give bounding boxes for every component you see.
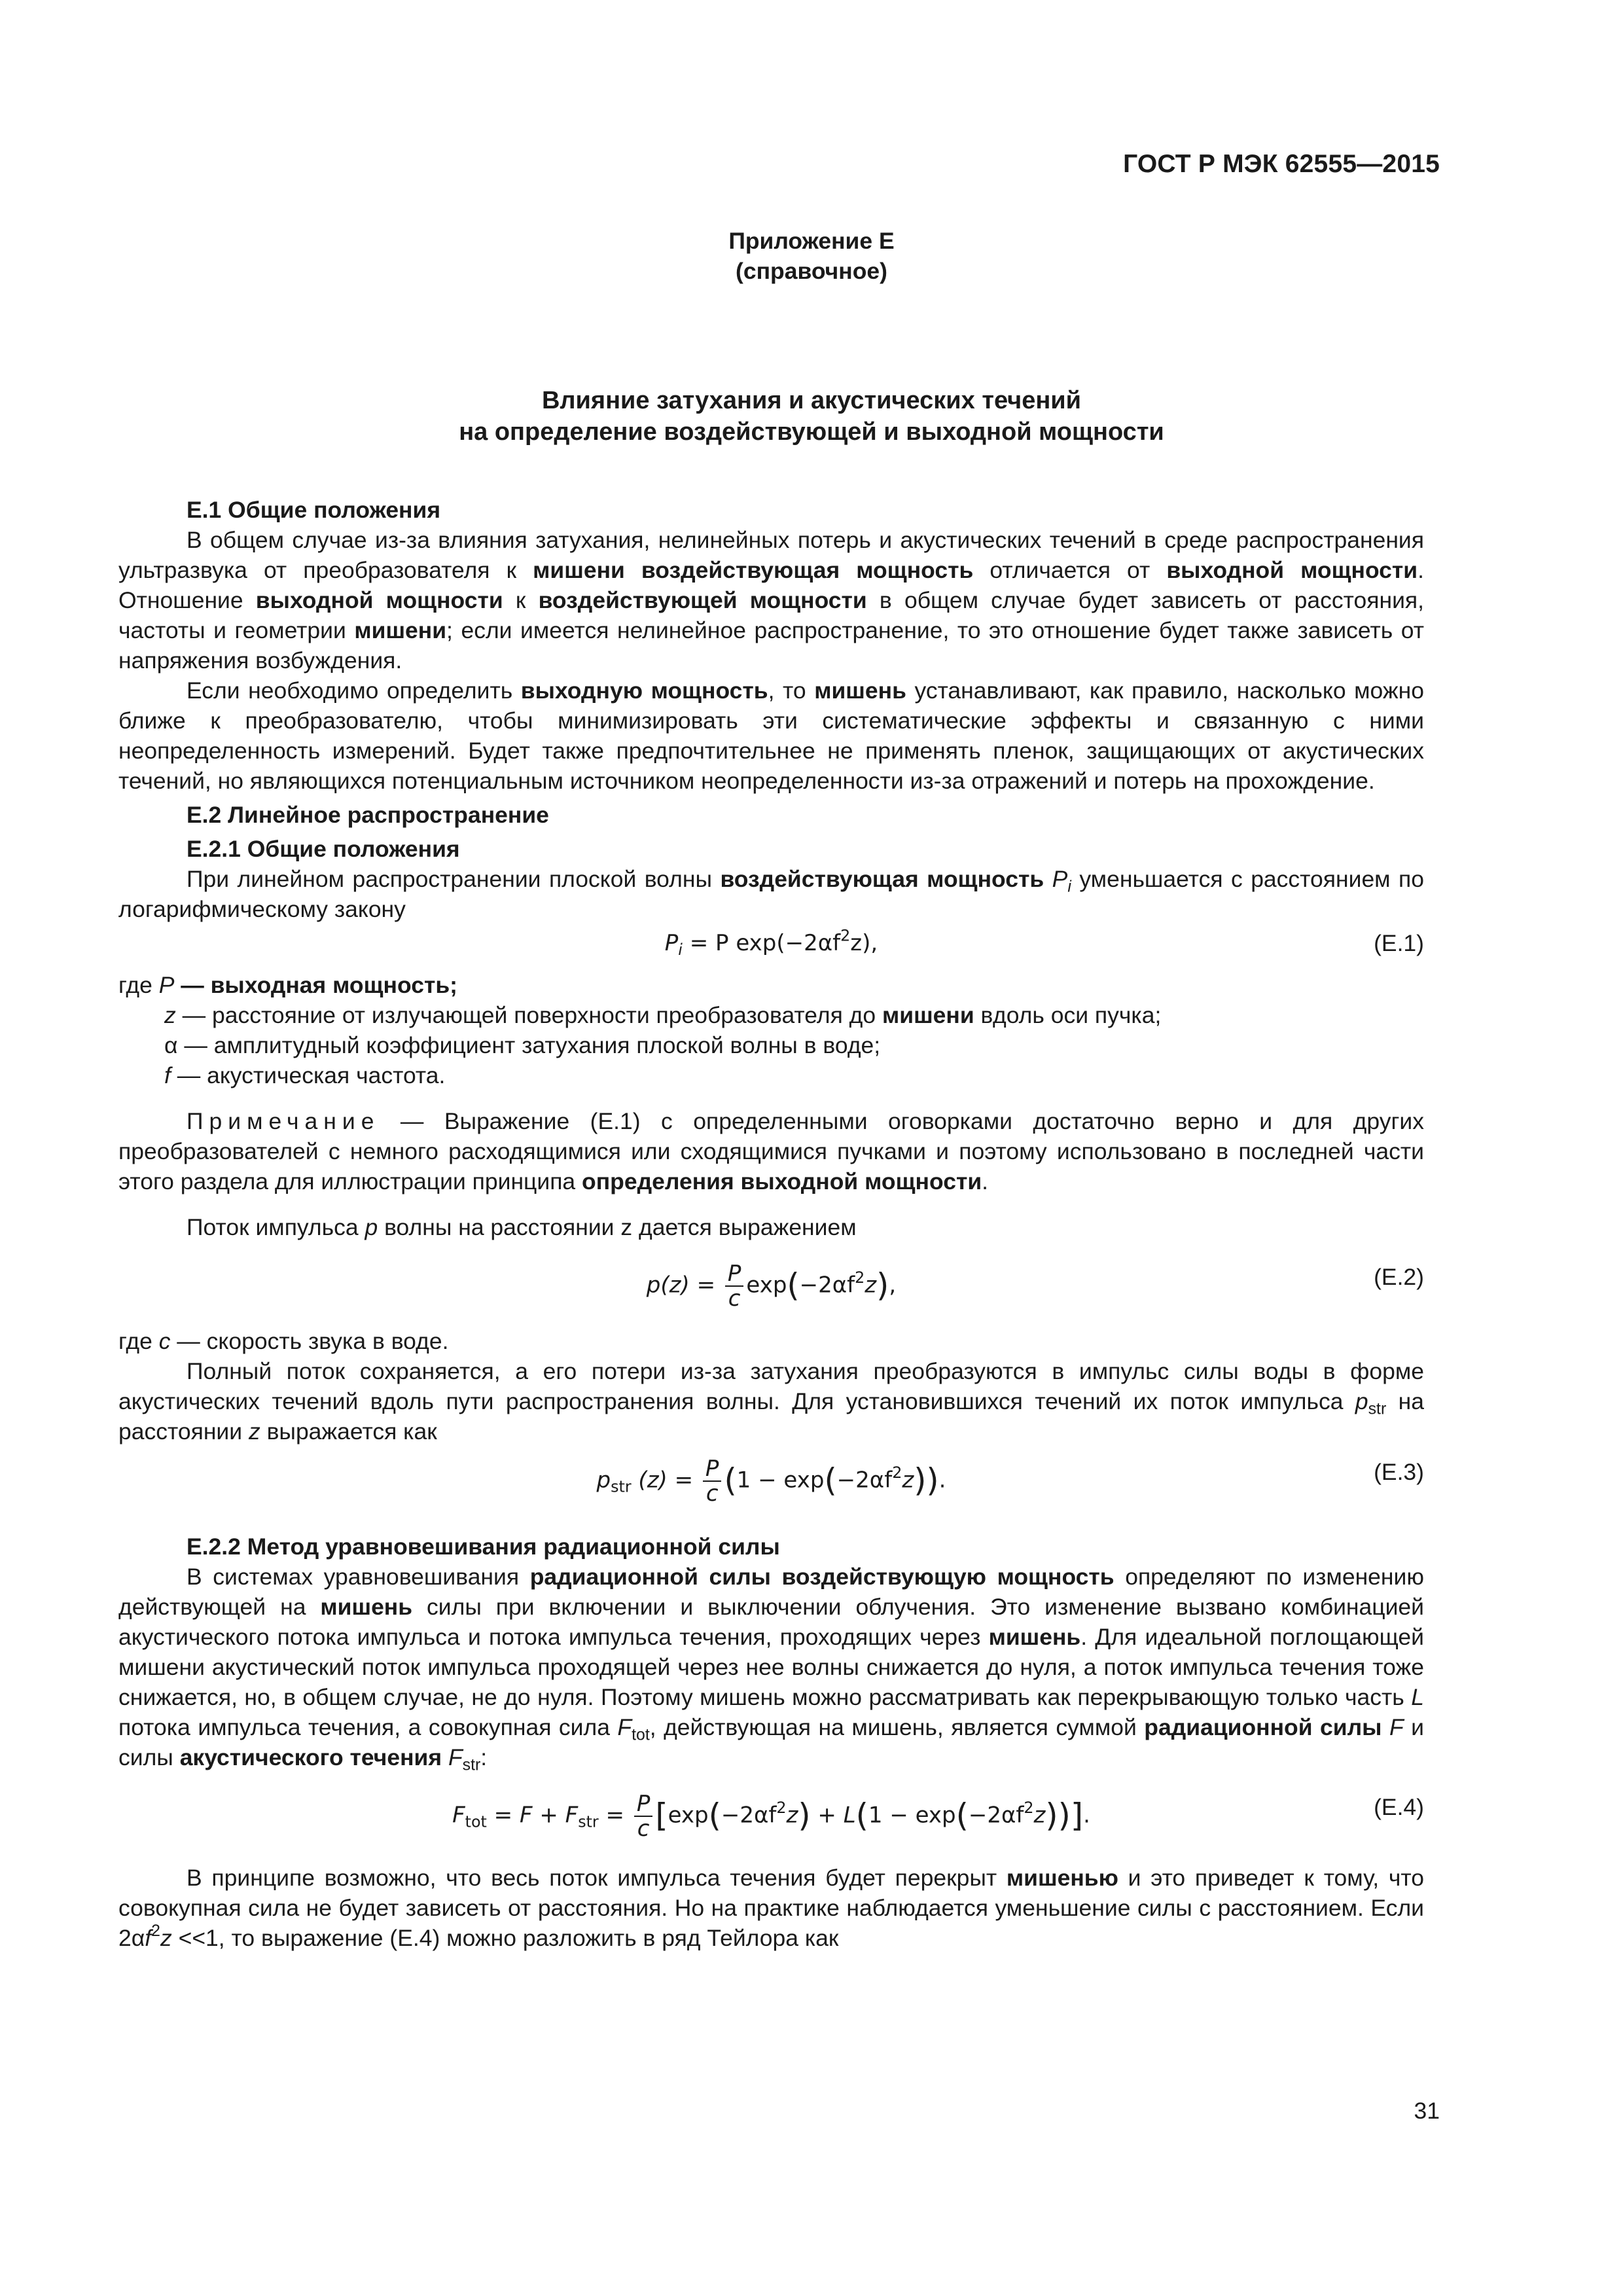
fraction-p-over-c: $\frac{P}{c}$: [725, 1262, 744, 1310]
paragraph-e22-2: В принципе возможно, что весь поток импульса течения будет перекрыт мишенью и это приведет к тому, что совокупная сила не будет зависеть от расстояния. Но на практике наблюдается уменьшение силы с расстоянием. Если $2\alpha f^2z <<1$, то выражение (Е.4) можно разложить в ряд Тейлора как: [118, 1865, 1424, 1951]
annex-heading: [0, 226, 1623, 286]
equation-e4-number: (Е.4): [1374, 1794, 1424, 1820]
section-heading-e1: Е.1 Общие положения: [187, 497, 441, 523]
equation-e2: [118, 1246, 1424, 1322]
equation-e3-formula: $p_{str}$ (z) = $\frac{P}{c}$ $(1 - \exp(-2\alpha f^2z))$.: [596, 1456, 946, 1507]
equation-e1: [118, 928, 1424, 966]
equation-e3: [118, 1441, 1424, 1517]
fraction-p-over-c: $\frac{P}{c}$: [703, 1457, 722, 1505]
equation-e3-number: (Е.3): [1374, 1459, 1424, 1485]
annex-title-line1: Влияние затухания и акустических течений: [541, 387, 1082, 414]
where-clause-e1: где P — выходная мощность;: [118, 972, 457, 998]
equation-e1-formula: $P_i = P$ $\exp(-2\alpha f^2z)$,: [664, 926, 878, 960]
paragraph-e21-1: При линейном распространении плоской волны воздействующая мощность $P_i$ уменьшается с расстоянием по логарифмическому закону: [118, 866, 1424, 922]
equation-e2-formula: p(z) = $\frac{P}{c}$ $\exp(-2\alpha f^2z)$,: [646, 1261, 897, 1312]
document-body: [118, 495, 1424, 1953]
definition-f: f — акустическая частота.: [164, 1062, 446, 1088]
note-e1: Примечание — Выражение (Е.1) с определенными оговорками достаточно верно и для других преобразователей с немного расходящимися или сходящимися пучками и поэтому использовано в последней части этого раздела для иллюстрации принципа определения выходной мощности.: [118, 1108, 1424, 1194]
paragraph-e22-1: В системах уравновешивания радиационной силы воздействующую мощность определяют по изменению действующей на мишень силы при включении и выключении облучения. Это изменение вызвано комбинацией акустического потока импульса и потока импульса течения, проходящих через мишень. Для идеальной поглощающей мишени акустический поток импульса проходящей через нее волны снижается до нуля, а поток импульса течения тоже снижается, но, в общем случае, не до нуля. Поэтому мишень можно рассматривать как перекрывающую только часть L потока импульса течения, а совокупная сила $F_{tot}$, действующая на мишень, является суммой радиационной силы F и силы акустического течения $F_{str}$:: [118, 1564, 1424, 1774]
section-heading-e2: Е.2 Линейное распространение: [187, 802, 549, 828]
definition-z: z — расстояние от излучающей поверхности преобразователя до мишени вдоль оси пучка;: [164, 1002, 1162, 1028]
section-heading-e22: Е.2.2 Метод уравновешивания радиационной силы: [187, 1534, 780, 1560]
section-heading-e21: Е.2.1 Общие положения: [187, 836, 460, 862]
equation-e1-number: (Е.1): [1374, 930, 1424, 956]
equation-e2-number: (Е.2): [1374, 1264, 1424, 1290]
definition-alpha: α — амплитудный коэффициент затухания плоской волны в воде;: [164, 1032, 881, 1058]
definitions-list: [118, 1000, 1424, 1090]
fraction-p-over-c: $\frac{P}{c}$: [634, 1792, 653, 1840]
annex-title: [0, 385, 1623, 448]
paragraph-e1-1: В общем случае из-за влияния затухания, нелинейных потерь и акустических течений в среде распространения ультразвука от преобразователя к мишени воздействующая мощность отличается от выходной мощности. Отношение выходной мощности к воздействующей мощности в общем случае будет зависеть от расстояния, частоты и геометрии мишени; если имеется нелинейное распространение, то это отношение будет также зависеть от напряжения возбуждения.: [118, 527, 1425, 673]
equation-e4-formula: $F_{tot} = F + F_{str}$ = $\frac{P}{c}$ $[\exp(-2\alpha f^2z) + L(1 - \exp(-2\alpha f^2z))]$.: [452, 1791, 1090, 1842]
annex-label: Приложение Е: [728, 228, 895, 254]
paragraph-e21-3: Полный поток сохраняется, а его потери из-за затухания преобразуются в импульс силы воды в форме акустических течений вдоль пути распространения волны. Для установившихся течений их поток импульса $p_{str}$ на расстоянии z выражается как: [118, 1358, 1424, 1444]
page-number: 31: [1414, 2098, 1440, 2124]
where-clause-e2: где c — скорость звука в воде.: [118, 1328, 449, 1354]
annex-type: (справочное): [736, 258, 887, 284]
standard-code: ГОСТ Р МЭК 62555—2015: [1123, 150, 1440, 178]
equation-e4: [118, 1776, 1424, 1852]
annex-title-line2: на определение воздействующей и выходной мощности: [459, 418, 1164, 446]
paragraph-e1-2: Если необходимо определить выходную мощность, то мишень устанавливают, как правило, насколько можно ближе к преобразователю, чтобы минимизировать эти систематические эффекты и связанную с ними неопределенность измерений. Будет также предпочтительнее не применять пленок, защищающих от акустических течений, но являющихся потенциальным источником неопределенности из-за отражений и потерь на прохождение.: [118, 677, 1424, 794]
paragraph-e21-2: Поток импульса p волны на расстоянии z дается выражением: [187, 1214, 857, 1240]
